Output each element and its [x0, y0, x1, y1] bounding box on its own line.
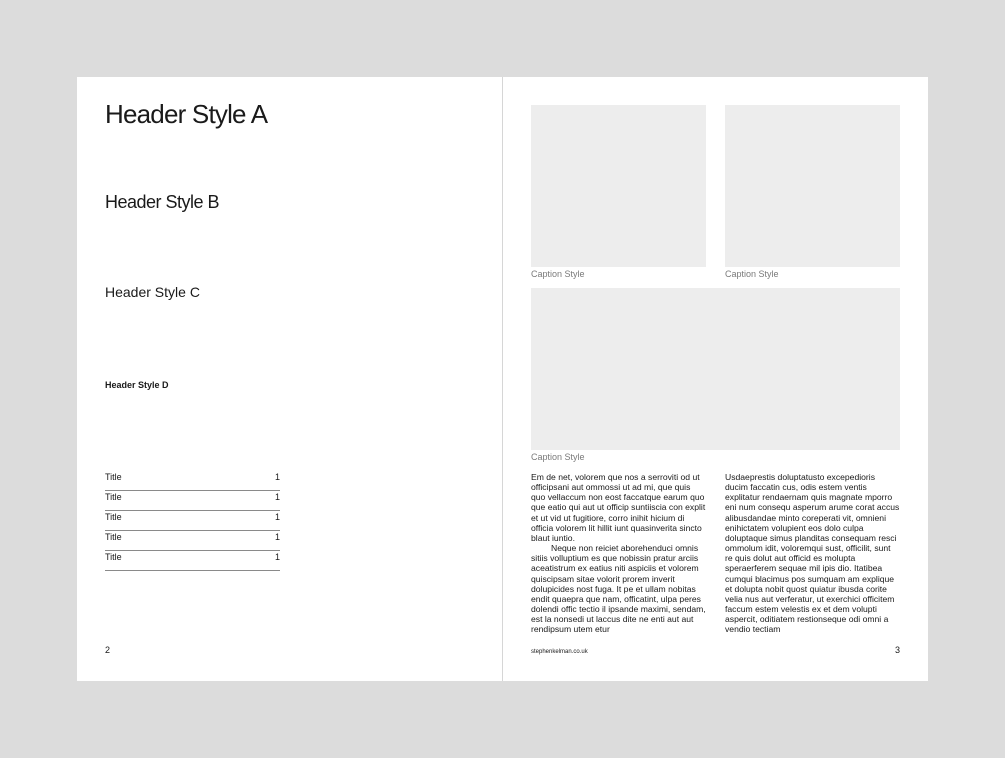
toc-page-number: 1: [274, 532, 280, 542]
right-page: [503, 77, 928, 681]
body-paragraph: Usdaeprestis doluptatusto excepedioris ducim faccatin cus, odis estem ventis explitatur rendaernam quis magnate mporro eni num consequ asperum arume corat accus alibusdandae minto coreperati vit, omnieni enihictatem volupient eos dolo culpa doluptaque simus planditas consequam resci ommolum idit, voloremqui sust, officilit, sunt re quis dolut aut officid es molupta speraerferem sequae mil ipis dio. Itatibea cumqui blacimus pos sumquam am explique et dolupta nobit quost quiatur ibusda corite velia nus aut verferatur, ut exerchici officitem faccum estem velestis ex et dem volupti aspercit, oditiatem restionseque odi omni a vendio tectiam: [725, 472, 900, 634]
toc-row: [105, 511, 280, 531]
image-caption-3: Caption Style: [531, 452, 585, 462]
page-number-left: 2: [105, 645, 111, 655]
toc-page-number: 1: [274, 512, 280, 522]
toc-row: [105, 471, 280, 491]
toc-page-number: 1: [274, 492, 280, 502]
body-column-2: [725, 472, 900, 634]
toc-row: [105, 551, 280, 571]
image-placeholder-3: [531, 288, 900, 450]
table-of-contents: [105, 471, 280, 571]
toc-row: [105, 491, 280, 511]
image-placeholder-1: [531, 105, 706, 267]
image-caption-2: Caption Style: [725, 269, 779, 279]
book-spread: [77, 77, 928, 681]
header-style-c: Header Style C: [105, 284, 200, 300]
toc-title: Title: [105, 492, 122, 502]
toc-row: [105, 531, 280, 551]
toc-title: Title: [105, 512, 122, 522]
toc-page-number: 1: [274, 552, 280, 562]
header-style-d: Header Style D: [105, 380, 169, 390]
body-paragraph: Neque non reiciet aborehenduci omnis sitiis volluptium es que nobissin pratur arciis aceatistrum ex eatius niti aspiciis et volorem quiscipsam sitae volorit prorem inverit dolupicides nost fuga. It pe et ullam nobitas endit quaepra que nam, officatint, ulpa peres dolendi offic tectio il ipsande maximi, sendam, est la nonsedi ut laccus dite ne enti aut aut rendipsum utem etur: [531, 543, 706, 634]
page-number-right: 3: [894, 645, 900, 655]
toc-title: Title: [105, 532, 122, 542]
toc-page-number: 1: [274, 472, 280, 482]
footer-website: stephenkelman.co.uk: [531, 649, 588, 655]
header-style-b: Header Style B: [105, 192, 220, 212]
body-column-1: [531, 472, 706, 634]
toc-title: Title: [105, 552, 122, 562]
image-placeholder-2: [725, 105, 900, 267]
toc-title: Title: [105, 472, 122, 482]
image-caption-1: Caption Style: [531, 269, 585, 279]
header-style-a: Header Style A: [105, 99, 268, 129]
left-page: [77, 77, 502, 681]
body-paragraph: Em de net, volorem que nos a serroviti od ut officipsani aut ommossi ut ad mi, que quis quo vellaccum non eost faccatque earum quo que eatio qui aut ut officip suntiiscia con explit et ut vid ut fugitiore, corro inihit hicium di officia volorem lit hillit iunt quasinverita sincto blaut iuntio.: [531, 472, 706, 543]
